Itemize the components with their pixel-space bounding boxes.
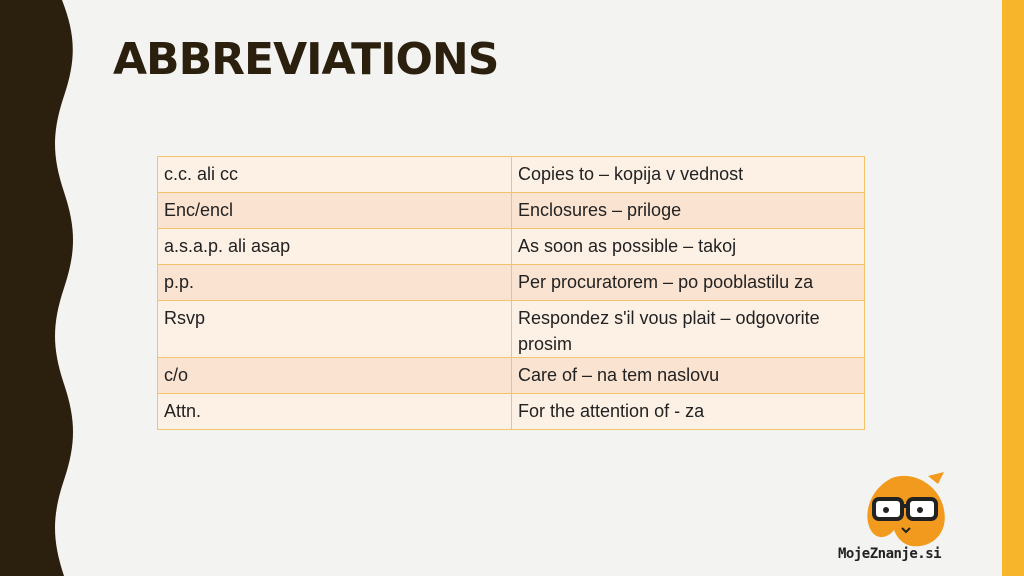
meaning-cell: Care of – na tem naslovu: [512, 358, 865, 394]
accent-bar: [1002, 0, 1024, 576]
meaning-cell: Copies to – kopija v vednost: [512, 157, 865, 193]
table-row: [158, 193, 865, 229]
table-row: [158, 358, 865, 394]
abbreviation-cell: Rsvp: [158, 301, 512, 358]
decorative-wave-border: [0, 0, 80, 576]
meaning-cell: Per procuratorem – po pooblastilu za: [512, 265, 865, 301]
page-title: ABBREVIATIONS: [113, 34, 499, 85]
table-row: [158, 265, 865, 301]
table-row: [158, 229, 865, 265]
meaning-cell: For the attention of - za: [512, 394, 865, 430]
meaning-cell: Respondez s'il vous plait – odgovorite prosim: [512, 301, 865, 358]
abbreviations-table: [157, 156, 865, 430]
meaning-cell: As soon as possible – takoj: [512, 229, 865, 265]
abbreviation-cell: a.s.a.p. ali asap: [158, 229, 512, 265]
logo-text: MojeZnanje.si: [838, 546, 942, 562]
abbreviation-cell: Enc/encl: [158, 193, 512, 229]
abbreviation-cell: p.p.: [158, 265, 512, 301]
abbreviation-cell: c/o: [158, 358, 512, 394]
table-row: [158, 157, 865, 193]
table-row: [158, 394, 865, 430]
abbreviation-cell: Attn.: [158, 394, 512, 430]
abbreviation-cell: c.c. ali cc: [158, 157, 512, 193]
meaning-cell: Enclosures – priloge: [512, 193, 865, 229]
table-row: [158, 301, 865, 358]
